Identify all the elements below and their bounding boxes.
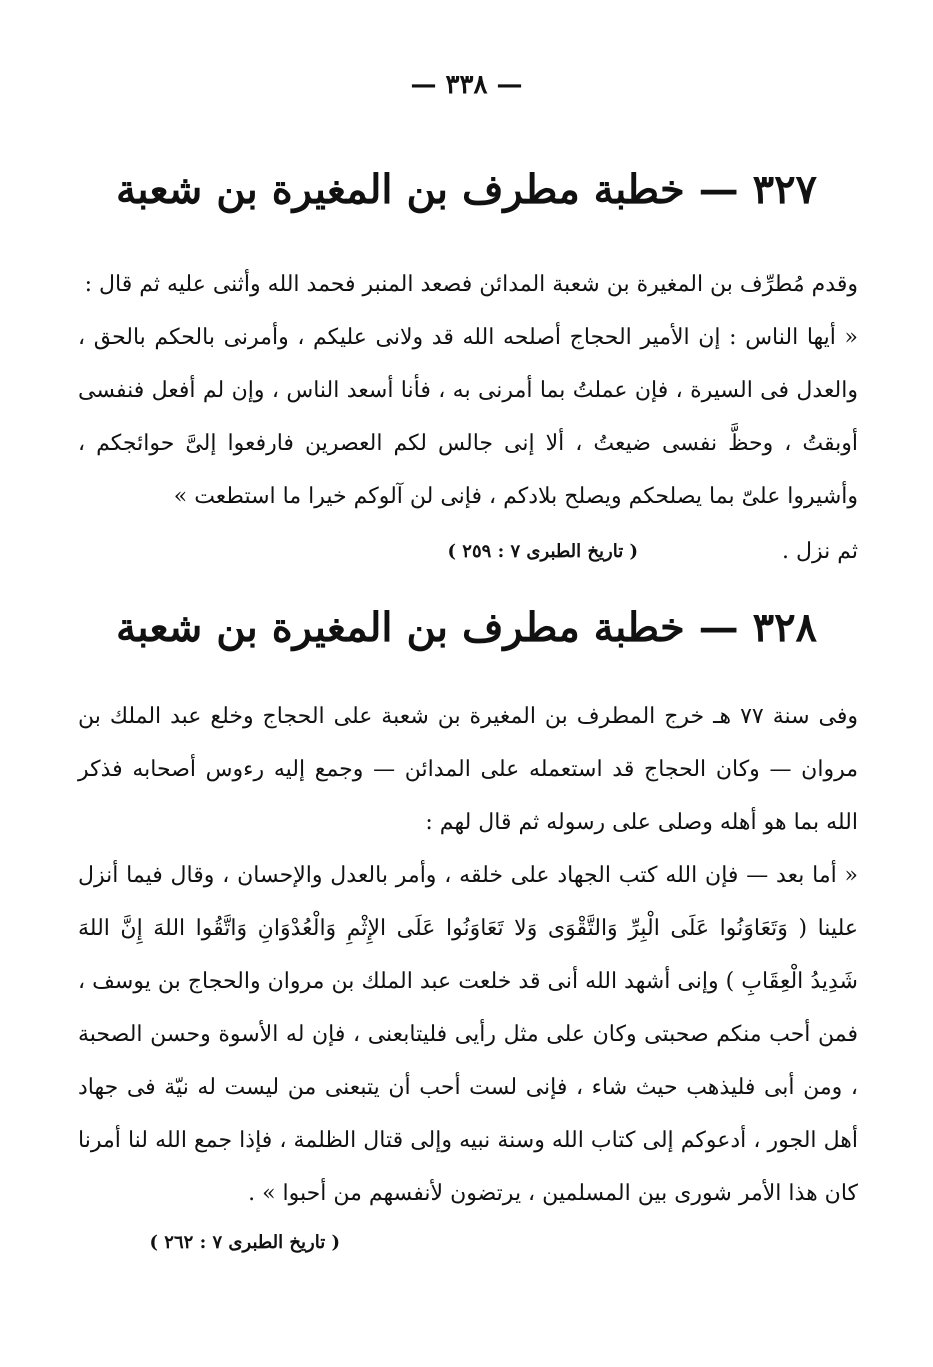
section-title-328: ٣٢٨ — خطبة مطرف بن المغيرة بن شعبة [115,604,818,651]
section-327-body [78,258,858,523]
section-327-footer [78,532,858,572]
section-328-body [78,690,858,1220]
paragraph-speech: « أما بعد — فإن الله كتب الجهاد على خلقه ، وأمر بالعدل والإحسان ، وقال فيما أنزل علينا ( وَتَعَاوَنُوا عَلَى الْبِرِّ وَالتَّقْوَى وَلا تَعَاوَنُوا عَلَى الإِثْمِ وَالْعُدْوَانِ وَاتَّقُوا اللهَ إِنَّ اللهَ شَدِيدُ الْعِقَابِ ) وإنى أشهد الله أنى قد خلعت عبد الملك بن مروان والحجاج بن يوسف ، فمن أحب منكم صحبتى وكان على مثل رأيى فليتابعنى ، فإن له الأسوة وحسن الصحبة ، ومن أبى فليذهب حيث شاء ، فإنى لست أحب أن يتبعنى من ليست له نيّة فى جهاد أهل الجور ، أدعوكم إلى كتاب الله وسنة نبيه وإلى قتال الظلمة ، فإذا جمع الله لنا أمرنا كان هذا الأمر شورى بين المسلمين ، يرتضون لأنفسهم من أحبوا » . [78,863,858,1206]
source-citation: ( تاريخ الطبرى ٧ : ٢٥٩ ) [447,541,638,562]
section-title-327: ٣٢٧ — خطبة مطرف بن المغيرة بن شعبة [115,166,818,213]
paragraph-intro: وقدم مُطرِّف بن المغيرة بن شعبة المدائن فصعد المنبر فحمد الله وأثنى عليه ثم قال : [84,272,858,297]
ending-text: ثم نزل . [782,539,858,564]
page-number: — ٣٣٨ — [410,70,523,100]
source-citation: ( تاريخ الطبرى ٧ : ٢٦٢ ) [149,1232,340,1253]
paragraph-speech: « أيها الناس : إن الأمير الحجاج أصلحه الله قد ولانى عليكم ، وأمرنى بالحكم بالحق ، والعدل فى السيرة ، فإن عملتُ بما أمرنى به ، فأنا أسعد الناس ، وإن لم أفعل فنفسى أوبقتُ ، وحظَّ نفسى ضيعتُ ، ألا إنى جالس لكم العصرين فارفعوا إلىَّ حوائجكم ، وأشيروا علىّ بما يصلحكم ويصلح بلادكم ، فإنى لن آلوكم خيرا ما استطعت » [78,325,858,509]
paragraph-intro: وفى سنة ٧٧ هـ خرج المطرف بن المغيرة بن شعبة على الحجاج وخلع عبد الملك بن مروان — وكان الحجاج قد استعمله على المدائن — وجمع إليه رءوس أصحابه فذكر الله بما هو أهله وصلى على رسوله ثم قال لهم : [78,704,858,835]
